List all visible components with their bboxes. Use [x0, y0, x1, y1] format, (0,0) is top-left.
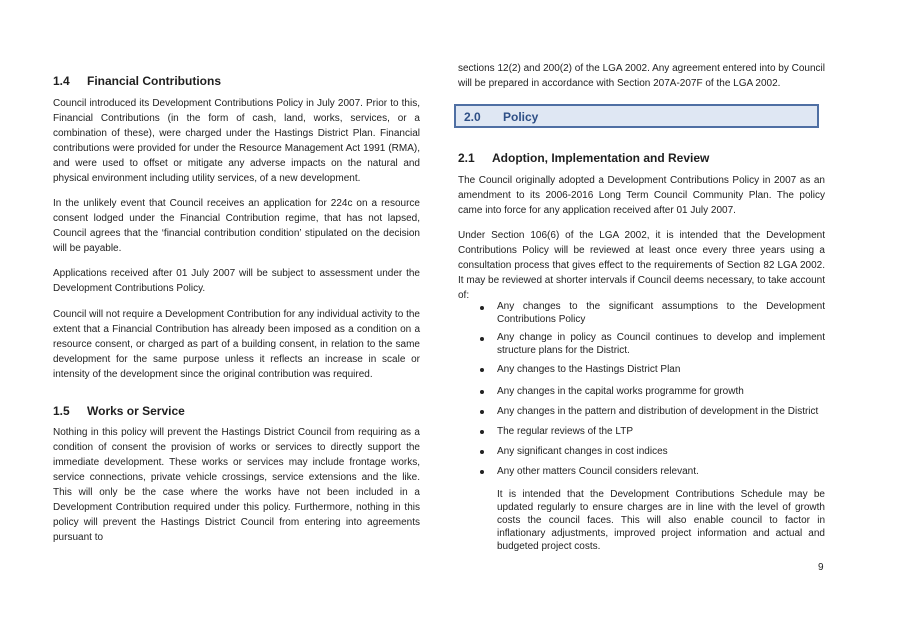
- list-item: Any change in policy as Council continues to develop and implement structure plans for the District.: [458, 331, 825, 357]
- page-number: 9: [818, 562, 824, 573]
- list-item: Any significant changes in cost indices: [458, 444, 825, 459]
- list-item: The regular reviews of the LTP: [458, 424, 825, 439]
- list-item: Any changes to the significant assumptions to the Development Contributions Policy: [458, 300, 825, 326]
- section-title: Works or Service: [87, 404, 185, 418]
- review-bullet-list: [458, 300, 825, 479]
- paragraph: The Council originally adopted a Development Contributions Policy in 2007 as an amendment to its 2006-2016 Long Term Council Community Plan. The policy came into force for any application received after 01 July 2007.: [458, 175, 825, 216]
- section-title: Adoption, Implementation and Review: [492, 151, 710, 165]
- paragraph: Under Section 106(6) of the LGA 2002, it is intended that the Development Contributions Policy will be reviewed at least once every three years using a consultation process that gives effect to the requirements of Section 82 LGA 2002. It may be reviewed at shorter intervals if Council deems necessary, to take account of:: [458, 230, 825, 301]
- section-2-1-heading: [458, 151, 709, 166]
- paragraph: sections 12(2) and 200(2) of the LGA 2002. Any agreement entered into by Council will be prepared in accordance with Section 207A-207F of the LGA 2002.: [458, 63, 825, 89]
- section-number: 2.1: [458, 151, 475, 165]
- paragraph: Council introduced its Development Contributions Policy in July 2007. Prior to this, Financial Contributions (in the form of cash, land, works, services, or a combination of these), were charged under the Hastings District Plan. Financial contributions were provided for under the Resource Management Act 1991 (RMA), and were used to offset or mitigate any adverse impacts on the natural and physical environment including utility services, of a new development.: [53, 98, 420, 184]
- paragraph: In the unlikely event that Council receives an application for 224c on a resource consent lodged under the Financial Contribution regime, that has not lapsed, Council agrees that the ‘financial contribution condition’ stipulated on the decision will be payable.: [53, 198, 420, 254]
- section-number: 2.0: [464, 110, 481, 124]
- section-1-4-heading: [53, 74, 221, 89]
- section-number: 1.5: [53, 404, 70, 418]
- section-title: Policy: [503, 110, 539, 124]
- section-1-5-heading: [53, 404, 185, 419]
- list-item: Any changes in the pattern and distribution of development in the District: [458, 404, 825, 419]
- section-title: Financial Contributions: [87, 74, 221, 88]
- section-2-0-banner: [454, 104, 819, 128]
- list-item: Any changes to the Hastings District Plan: [458, 362, 825, 377]
- list-item: Any changes in the capital works programme for growth: [458, 384, 825, 399]
- paragraph: Council will not require a Development Contribution for any individual activity to the extent that a Financial Contribution has already been imposed as a condition on a resource consent, or charged as part of a building consent, in relation to the same development for the same purpose unless it reflects an increase in scale or intensity of the development since the original contribution was required.: [53, 309, 420, 380]
- paragraph: Nothing in this policy will prevent the Hastings District Council from requiring as a condition of consent the provision of works or services to directly support the immediate development. These works or services may include frontage works, service connections, private vehicle crossings, service extensions and the like. This will only be the case where the works have not been included in a Development Contribution required under this policy. Furthermore, nothing in this policy will prevent the Hastings District Council from entering into agreements pursuant to: [53, 427, 420, 543]
- closing-paragraph: It is intended that the Development Contributions Schedule may be updated regularly to ensure charges are in line with the level of growth costs the council faces. This will also enable council to factor in inflationary adjustments, improved project information and actual and budgeted project costs.: [497, 489, 825, 552]
- paragraph: Applications received after 01 July 2007 will be subject to assessment under the Development Contributions Policy.: [53, 268, 420, 294]
- policy-heading: [456, 106, 817, 128]
- section-number: 1.4: [53, 74, 70, 88]
- list-item: Any other matters Council considers relevant.: [458, 464, 825, 479]
